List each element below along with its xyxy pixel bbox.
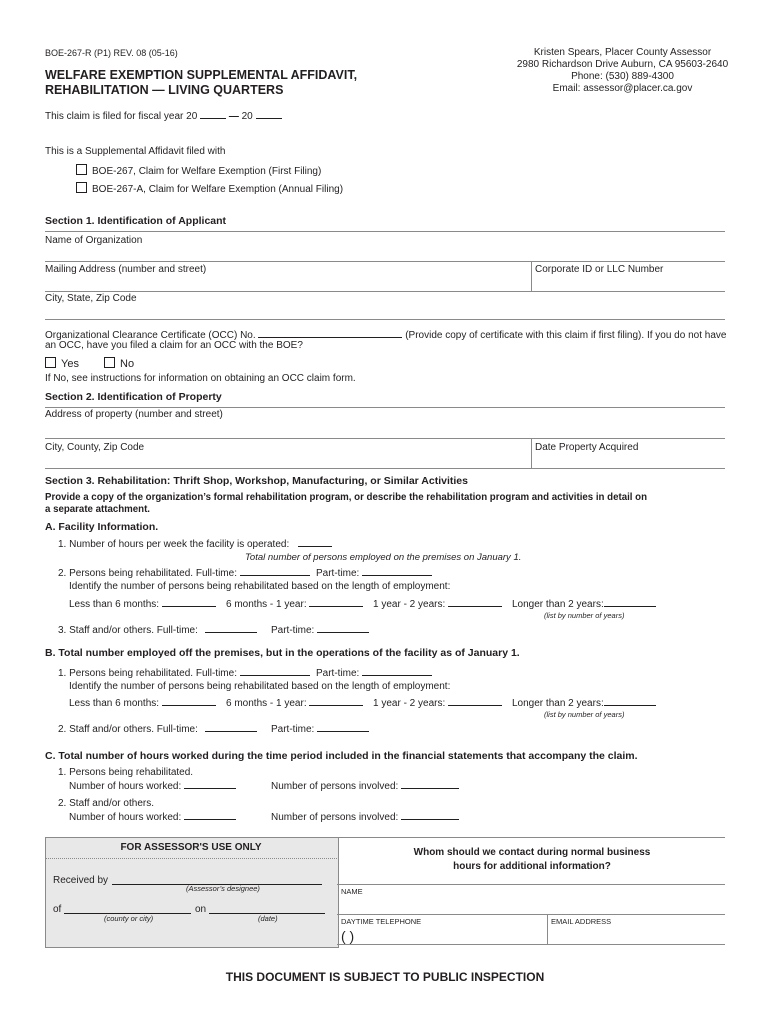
b-rehab-fulltime-field[interactable] bbox=[240, 666, 310, 676]
property-address-label: Address of property (number and street) bbox=[45, 409, 223, 420]
property-city-label: City, County, Zip Code bbox=[45, 442, 145, 453]
a-rehab-parttime-label: Part-time: bbox=[316, 568, 360, 579]
occ-yes-label: Yes bbox=[61, 358, 79, 370]
a-staff-parttime bbox=[271, 623, 369, 636]
b-staff-fulltime-label: 2. Staff and/or others. Full-time: bbox=[58, 724, 198, 735]
b-lt6-group bbox=[69, 696, 216, 709]
contact-question-rule bbox=[337, 884, 725, 885]
c-rehab-persons-field[interactable] bbox=[401, 779, 459, 789]
contact-phone-divider bbox=[547, 914, 548, 944]
occ-label: Organizational Clearance Certificate (OCC) No. bbox=[45, 330, 256, 341]
section3-instructions-line2: a separate attachment. bbox=[45, 504, 150, 515]
occ-note: (Provide copy of certificate with this claim if first filing). If you do not have bbox=[405, 330, 727, 341]
b-6m1y-group bbox=[226, 696, 363, 709]
occ-number-field[interactable] bbox=[258, 328, 402, 338]
boe267a-label: BOE-267-A, Claim for Welfare Exemption (Annual Filing) bbox=[92, 184, 344, 195]
contact-top-rule bbox=[337, 837, 725, 838]
a-1y2y-label: 1 year - 2 years: bbox=[373, 599, 446, 610]
contact-name-label: NAME bbox=[341, 887, 363, 896]
fiscal-year-line bbox=[45, 109, 282, 122]
city-state-zip-label: City, State, Zip Code bbox=[45, 293, 137, 304]
b-6m1y-field[interactable] bbox=[309, 696, 363, 706]
facility-info-heading: A. Facility Information. bbox=[45, 521, 159, 533]
a-gt2y-label: Longer than 2 years: bbox=[512, 599, 604, 610]
c-staff-hours bbox=[69, 810, 236, 823]
c-rehab-hours-field[interactable] bbox=[184, 779, 236, 789]
c-rehab-persons bbox=[271, 779, 459, 792]
a-6m1y-label: 6 months - 1 year: bbox=[226, 599, 307, 610]
section1-heading: Section 1. Identification of Applicant bbox=[45, 215, 227, 227]
c-rehab-hours-label: Number of hours worked: bbox=[69, 781, 182, 792]
occ-yes-checkbox[interactable] bbox=[45, 357, 56, 368]
hours-per-week-label: 1. Number of hours per week the facility is operated: bbox=[58, 539, 290, 550]
assessor-name: Kristen Spears, Placer County Assessor bbox=[533, 47, 712, 58]
off-premises-heading: B. Total number employed off the premises, but in the operations of the facility as of January 1. bbox=[45, 647, 520, 659]
b-staff-parttime-label: Part-time: bbox=[271, 724, 315, 735]
c-rehab-label: 1. Persons being rehabilitated. bbox=[58, 767, 194, 778]
a-lt6-label: Less than 6 months: bbox=[69, 599, 160, 610]
public-inspection-footer: THIS DOCUMENT IS SUBJECT TO PUBLIC INSPECTION bbox=[225, 970, 545, 984]
c-staff-hours-label: Number of hours worked: bbox=[69, 812, 182, 823]
a-6m1y-group bbox=[226, 597, 363, 610]
boe267-checkbox[interactable] bbox=[76, 164, 87, 175]
b-rehab-parttime-label: Part-time: bbox=[316, 668, 360, 679]
a-rehab-fulltime-field[interactable] bbox=[240, 566, 310, 576]
b-staff-line bbox=[58, 722, 257, 735]
contact-email-label: EMAIL ADDRESS bbox=[551, 917, 612, 926]
c-staff-hours-field[interactable] bbox=[184, 810, 236, 820]
a-1y2y-field[interactable] bbox=[448, 597, 502, 607]
on-label: on bbox=[195, 904, 207, 915]
property-city-rule bbox=[45, 468, 725, 469]
b-1y2y-group bbox=[373, 696, 502, 709]
assessor-contact-block bbox=[500, 47, 745, 95]
b-staff-parttime bbox=[271, 722, 369, 735]
a-gt2y-field[interactable] bbox=[604, 597, 656, 607]
section3-instructions-line1: Provide a copy of the organization’s formal rehabilitation program, or describe the rehabilitation program and activities in detail on bbox=[45, 492, 647, 503]
a-staff-parttime-label: Part-time: bbox=[271, 625, 315, 636]
a-staff-line bbox=[58, 623, 257, 636]
b-identify-note: Identify the number of persons being rehabilitated based on the length of employment: bbox=[69, 681, 451, 692]
fiscal-year-mid: 20 bbox=[241, 111, 253, 122]
option-boe267a bbox=[76, 182, 343, 195]
b-gt2y-label: Longer than 2 years: bbox=[512, 698, 604, 709]
a-gt2y-group bbox=[512, 597, 656, 610]
date-acquired-label: Date Property Acquired bbox=[535, 442, 639, 453]
c-rehab-persons-label: Number of persons involved: bbox=[271, 781, 399, 792]
contact-phone-label: DAYTIME TELEPHONE bbox=[341, 917, 422, 926]
a-identify-note: Identify the number of persons being rehabilitated based on the length of employment: bbox=[69, 581, 451, 592]
c-staff-persons-label: Number of persons involved: bbox=[271, 812, 399, 823]
occ-no-option bbox=[104, 357, 134, 370]
b-1y2y-label: 1 year - 2 years: bbox=[373, 698, 446, 709]
org-name-label: Name of Organization bbox=[45, 235, 143, 246]
contact-bottom-rule bbox=[337, 944, 725, 945]
b-rehab-fulltime-label: 1. Persons being rehabilitated. Full-time: bbox=[58, 668, 237, 679]
mailing-rule bbox=[45, 291, 725, 292]
property-divider bbox=[531, 438, 532, 468]
contact-phone-parens[interactable]: ( ) bbox=[341, 928, 355, 944]
hours-worked-heading: C. Total number of hours worked during the time period included in the financial statements that accompany the claim. bbox=[45, 750, 638, 762]
b-rehab-parttime-field[interactable] bbox=[362, 666, 432, 676]
b-list-note: (list by number of years) bbox=[544, 710, 625, 719]
boe267-label: BOE-267, Claim for Welfare Exemption (First Filing) bbox=[92, 166, 322, 177]
form-title-line2: REHABILITATION — LIVING QUARTERS bbox=[45, 83, 284, 97]
county-caption: (county or city) bbox=[104, 914, 154, 923]
fiscal-year-dash: — bbox=[228, 111, 239, 122]
b-gt2y-field[interactable] bbox=[604, 696, 656, 706]
supplemental-intro: This is a Supplemental Affidavit filed with bbox=[45, 146, 226, 157]
a-staff-parttime-field[interactable] bbox=[317, 623, 369, 633]
contact-name-rule bbox=[337, 914, 725, 915]
b-6m1y-label: 6 months - 1 year: bbox=[226, 698, 307, 709]
assessor-address: 2980 Richardson Drive Auburn, CA 95603-2640 bbox=[516, 59, 729, 70]
contact-question-line1: Whom should we contact during normal business bbox=[413, 847, 651, 858]
section1-rule bbox=[45, 231, 725, 232]
fiscal-year-start-field[interactable] bbox=[200, 109, 226, 119]
b-staff-fulltime-field[interactable] bbox=[205, 722, 257, 732]
boe267a-checkbox[interactable] bbox=[76, 182, 87, 193]
a-staff-fulltime-field[interactable] bbox=[205, 623, 257, 633]
of-label: of bbox=[53, 904, 62, 915]
total-employed-note: Total number of persons employed on the premises on January 1. bbox=[245, 552, 522, 563]
contact-question-line2: hours for additional information? bbox=[453, 861, 611, 872]
b-gt2y-group bbox=[512, 696, 656, 709]
occ-question: an OCC, have you filed a claim for an OCC with the BOE? bbox=[45, 340, 303, 351]
section2-heading: Section 2. Identification of Property bbox=[45, 391, 222, 403]
b-1y2y-field[interactable] bbox=[448, 696, 502, 706]
org-name-rule bbox=[45, 261, 725, 262]
b-lt6-field[interactable] bbox=[162, 696, 216, 706]
occ-if-no-note: If No, see instructions for information on obtaining an OCC claim form. bbox=[45, 373, 356, 384]
fiscal-year-label: This claim is filed for fiscal year 20 bbox=[45, 111, 198, 122]
b-rehab-line bbox=[58, 666, 310, 679]
b-lt6-label: Less than 6 months: bbox=[69, 698, 160, 709]
b-rehab-parttime bbox=[316, 666, 432, 679]
hours-per-week-line bbox=[58, 537, 332, 550]
b-staff-parttime-field[interactable] bbox=[317, 722, 369, 732]
city-rule bbox=[45, 319, 725, 320]
assessor-phone: Phone: (530) 889-4300 bbox=[571, 71, 674, 82]
mailing-divider bbox=[531, 261, 532, 291]
a-rehab-parttime bbox=[316, 566, 432, 579]
mailing-label: Mailing Address (number and street) bbox=[45, 264, 207, 275]
a-rehab-line bbox=[58, 566, 310, 579]
a-rehab-parttime-field[interactable] bbox=[362, 566, 432, 576]
a-6m1y-field[interactable] bbox=[309, 597, 363, 607]
received-by-label: Received by bbox=[53, 875, 109, 886]
occ-no-label: No bbox=[120, 358, 135, 370]
c-rehab-hours bbox=[69, 779, 236, 792]
date-caption: (date) bbox=[258, 914, 278, 923]
a-lt6-group bbox=[69, 597, 216, 610]
a-lt6-field[interactable] bbox=[162, 597, 216, 607]
occ-yes-option bbox=[45, 357, 79, 370]
fiscal-year-end-field[interactable] bbox=[256, 109, 282, 119]
option-boe267 bbox=[76, 164, 321, 177]
a-staff-fulltime-label: 3. Staff and/or others. Full-time: bbox=[58, 625, 198, 636]
section3-heading: Section 3. Rehabilitation: Thrift Shop, Workshop, Manufacturing, or Similar Activities bbox=[45, 475, 468, 487]
c-staff-persons bbox=[271, 810, 459, 823]
section2-rule bbox=[45, 407, 725, 408]
a-list-note: (list by number of years) bbox=[544, 611, 625, 620]
a-rehab-fulltime-label: 2. Persons being rehabilitated. Full-time: bbox=[58, 568, 237, 579]
designee-caption: (Assessor’s designee) bbox=[186, 884, 260, 893]
assessor-use-title: FOR ASSESSOR'S USE ONLY bbox=[120, 842, 262, 853]
assessor-use-rule bbox=[45, 858, 337, 859]
hours-per-week-field[interactable] bbox=[298, 537, 332, 547]
occ-no-checkbox[interactable] bbox=[104, 357, 115, 368]
form-title-line1: WELFARE EXEMPTION SUPPLEMENTAL AFFIDAVIT, bbox=[45, 68, 358, 82]
c-staff-label: 2. Staff and/or others. bbox=[58, 798, 154, 809]
c-staff-persons-field[interactable] bbox=[401, 810, 459, 820]
property-address-rule bbox=[45, 438, 725, 439]
assessor-email: Email: assessor@placer.ca.gov bbox=[552, 83, 693, 94]
corp-id-label: Corporate ID or LLC Number bbox=[535, 264, 664, 275]
a-1y2y-group bbox=[373, 597, 502, 610]
form-number: BOE-267-R (P1) REV. 08 (05-16) bbox=[45, 48, 178, 58]
form-title bbox=[45, 68, 357, 98]
